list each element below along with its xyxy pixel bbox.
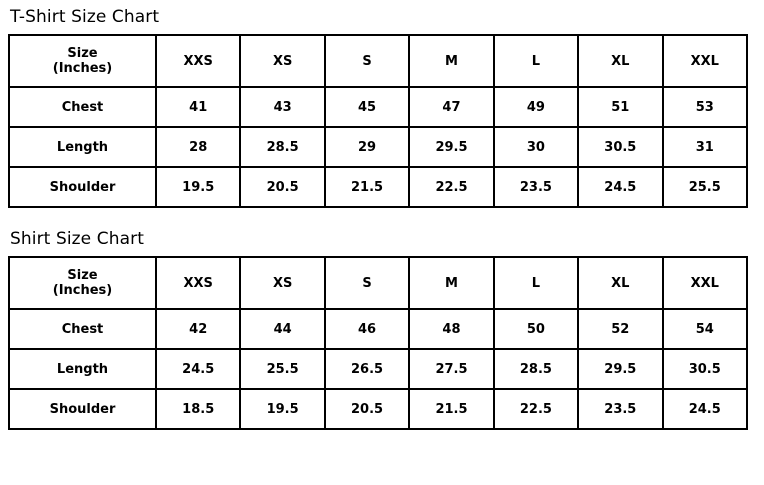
cell-shoulder-xxs: 19.5 — [156, 167, 240, 207]
cell-length-s: 26.5 — [325, 349, 409, 389]
tshirt-size-chart-block — [8, 6, 756, 208]
header-size-m: M — [409, 35, 493, 87]
cell-length-l: 28.5 — [494, 349, 578, 389]
header-size-line1: Size — [67, 46, 98, 61]
cell-chest-xxs: 41 — [156, 87, 240, 127]
row-label-chest: Chest — [9, 87, 156, 127]
cell-chest-s: 45 — [325, 87, 409, 127]
header-size-unit — [9, 257, 156, 309]
cell-shoulder-m: 21.5 — [409, 389, 493, 429]
cell-chest-l: 50 — [494, 309, 578, 349]
cell-length-xl: 30.5 — [578, 127, 662, 167]
cell-shoulder-m: 22.5 — [409, 167, 493, 207]
table-row — [9, 167, 747, 207]
cell-chest-xl: 51 — [578, 87, 662, 127]
tshirt-table-body — [9, 87, 747, 207]
cell-shoulder-l: 23.5 — [494, 167, 578, 207]
header-size-m: M — [409, 257, 493, 309]
header-size-l: L — [494, 257, 578, 309]
header-size-xxs: XXS — [156, 257, 240, 309]
header-size-line2: (Inches) — [52, 61, 113, 76]
row-label-chest: Chest — [9, 309, 156, 349]
cell-length-xs: 28.5 — [240, 127, 324, 167]
section-spacer — [8, 214, 756, 228]
cell-length-m: 27.5 — [409, 349, 493, 389]
shirt-size-chart-block — [8, 228, 756, 430]
cell-chest-xl: 52 — [578, 309, 662, 349]
cell-chest-m: 47 — [409, 87, 493, 127]
cell-shoulder-xl: 23.5 — [578, 389, 662, 429]
cell-length-xxl: 30.5 — [663, 349, 747, 389]
table-row — [9, 349, 747, 389]
cell-chest-xxl: 54 — [663, 309, 747, 349]
header-size-s: S — [325, 257, 409, 309]
header-size-line1: Size — [67, 268, 98, 283]
cell-shoulder-xl: 24.5 — [578, 167, 662, 207]
header-size-s: S — [325, 35, 409, 87]
header-size-xs: XS — [240, 257, 324, 309]
shirt-size-table — [8, 256, 748, 430]
shirt-chart-title: Shirt Size Chart — [10, 229, 144, 249]
cell-length-xl: 29.5 — [578, 349, 662, 389]
shirt-table-body — [9, 309, 747, 429]
cell-shoulder-l: 22.5 — [494, 389, 578, 429]
table-row — [9, 309, 747, 349]
header-size-unit — [9, 35, 156, 87]
cell-chest-xs: 44 — [240, 309, 324, 349]
cell-chest-l: 49 — [494, 87, 578, 127]
header-size-xl: XL — [578, 257, 662, 309]
cell-shoulder-xs: 19.5 — [240, 389, 324, 429]
cell-chest-xxl: 53 — [663, 87, 747, 127]
cell-shoulder-xs: 20.5 — [240, 167, 324, 207]
tshirt-table-header — [9, 35, 747, 87]
cell-chest-s: 46 — [325, 309, 409, 349]
cell-length-s: 29 — [325, 127, 409, 167]
table-row — [9, 87, 747, 127]
header-size-l: L — [494, 35, 578, 87]
cell-shoulder-xxl: 24.5 — [663, 389, 747, 429]
header-size-xs: XS — [240, 35, 324, 87]
table-row — [9, 389, 747, 429]
header-size-xxl: XXL — [663, 35, 747, 87]
tshirt-chart-title: T-Shirt Size Chart — [10, 7, 160, 27]
cell-chest-xs: 43 — [240, 87, 324, 127]
cell-chest-m: 48 — [409, 309, 493, 349]
header-size-xxl: XXL — [663, 257, 747, 309]
header-size-xl: XL — [578, 35, 662, 87]
tshirt-size-table — [8, 34, 748, 208]
row-label-length: Length — [9, 349, 156, 389]
cell-length-m: 29.5 — [409, 127, 493, 167]
table-row — [9, 127, 747, 167]
row-label-length: Length — [9, 127, 156, 167]
cell-length-xs: 25.5 — [240, 349, 324, 389]
shirt-table-header — [9, 257, 747, 309]
cell-shoulder-xxl: 25.5 — [663, 167, 747, 207]
cell-shoulder-s: 21.5 — [325, 167, 409, 207]
table-header-row — [9, 257, 747, 309]
cell-length-xxs: 24.5 — [156, 349, 240, 389]
header-size-line2: (Inches) — [52, 283, 113, 298]
row-label-shoulder: Shoulder — [9, 389, 156, 429]
cell-shoulder-s: 20.5 — [325, 389, 409, 429]
cell-shoulder-xxs: 18.5 — [156, 389, 240, 429]
cell-length-l: 30 — [494, 127, 578, 167]
cell-chest-xxs: 42 — [156, 309, 240, 349]
cell-length-xxs: 28 — [156, 127, 240, 167]
row-label-shoulder: Shoulder — [9, 167, 156, 207]
table-header-row — [9, 35, 747, 87]
header-size-xxs: XXS — [156, 35, 240, 87]
cell-length-xxl: 31 — [663, 127, 747, 167]
